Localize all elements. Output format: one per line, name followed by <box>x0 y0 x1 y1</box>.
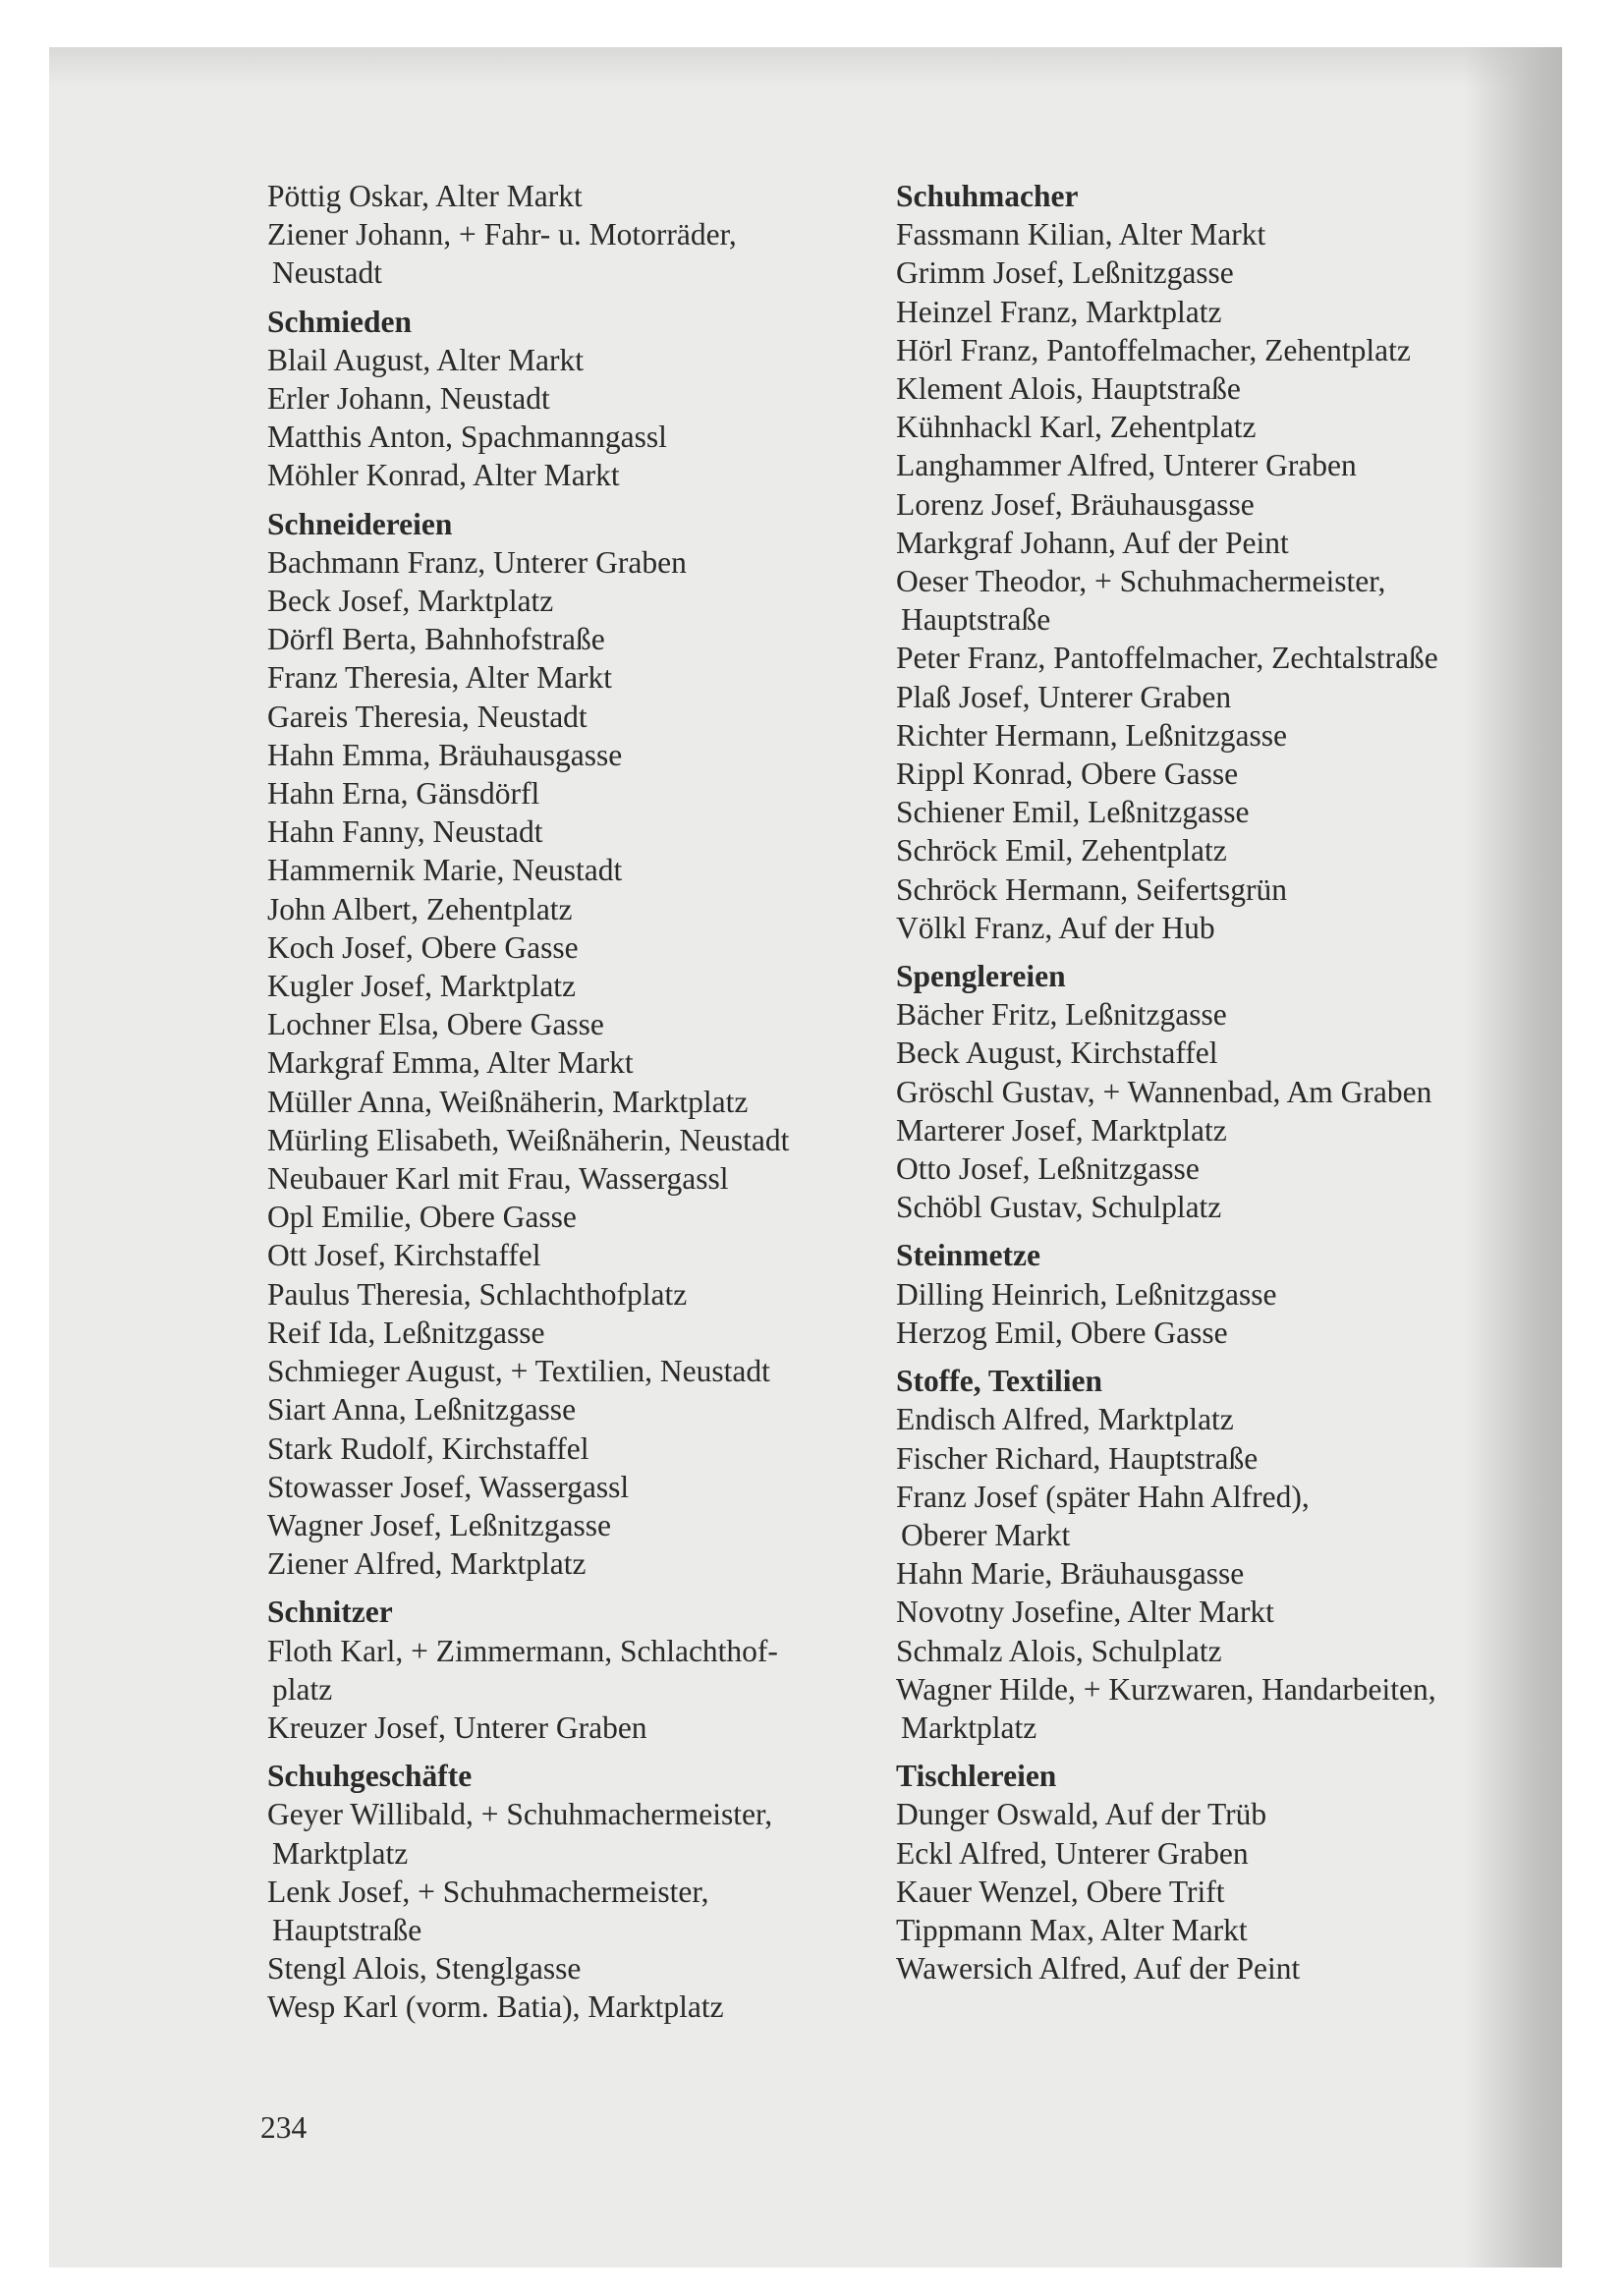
directory-entry: Klement Alois, Hauptstraße <box>896 371 1241 407</box>
directory-entry: Bachmann Franz, Unterer Graben <box>267 544 687 580</box>
entry-list <box>267 177 896 293</box>
directory-entry: Franz Josef (später Hahn Alfred), Oberer Markt <box>896 1479 1310 1552</box>
page-top-shadow <box>49 47 1562 86</box>
directory-entry: Beck Josef, Marktplatz <box>267 584 554 619</box>
directory-entry: Rippl Konrad, Obere Gasse <box>896 756 1239 792</box>
directory-entry: Wawersich Alfred, Auf der Peint <box>896 1951 1301 1987</box>
directory-entry: Lochner Elsa, Obere Gasse <box>267 1007 604 1042</box>
directory-entry: Siart Anna, Leßnitzgasse <box>267 1392 577 1428</box>
directory-entry: Gröschl Gustav, + Wannenbad, Am Graben <box>896 1074 1432 1109</box>
directory-entry: Pöttig Oskar, Alter Markt <box>267 179 583 213</box>
section-heading: Stoffe, Textilien <box>896 1364 1102 1399</box>
directory-section <box>896 177 1525 947</box>
directory-entry: Lenk Josef, + Schuhmachermeister, Hauptstraße <box>267 1874 709 1947</box>
section-heading: Spenglereien <box>896 959 1066 994</box>
directory-entry: Bächer Fritz, Leßnitzgasse <box>896 997 1227 1033</box>
directory-entry: Marterer Josef, Marktplatz <box>896 1112 1227 1148</box>
directory-entry: Franz Theresia, Alter Markt <box>267 660 613 696</box>
directory-entry: Hahn Emma, Bräuhausgasse <box>267 737 623 772</box>
directory-entry: Fischer Richard, Hauptstraße <box>896 1440 1259 1476</box>
directory-entry: Mürling Elisabeth, Weißnäherin, Neustadt <box>267 1122 790 1157</box>
directory-entry: Wagner Hilde, + Kurzwaren, Handarbeiten, Marktplatz <box>896 1671 1436 1745</box>
directory-entry: Kauer Wenzel, Obere Trift <box>896 1874 1225 1909</box>
directory-entry: Schmieger August, + Textilien, Neustadt <box>267 1354 770 1389</box>
directory-section <box>896 1362 1525 1747</box>
directory-entry: Markgraf Emma, Alter Markt <box>267 1045 634 1081</box>
directory-entry: Dilling Heinrich, Leßnitzgasse <box>896 1276 1277 1312</box>
directory-entry: Stengl Alois, Stenglgasse <box>267 1951 582 1987</box>
left-column <box>267 177 896 2037</box>
directory-entry: Matthis Anton, Spachmanngassl <box>267 420 667 455</box>
entry-list <box>896 215 1525 947</box>
directory-entry: Kreuzer Josef, Unterer Graben <box>267 1709 647 1745</box>
directory-entry: Schiener Emil, Leßnitzgasse <box>896 795 1250 830</box>
directory-section <box>896 1757 1525 1988</box>
directory-entry: Völkl Franz, Auf der Hub <box>896 910 1215 945</box>
directory-entry: Hahn Fanny, Neustadt <box>267 814 543 850</box>
directory-entry: Fassmann Kilian, Alter Markt <box>896 217 1266 252</box>
directory-entry: Dörfl Berta, Bahnhofstraße <box>267 622 605 657</box>
directory-entry: Novotny Josefine, Alter Markt <box>896 1595 1274 1630</box>
page-number: 234 <box>260 2110 308 2145</box>
directory-entry: Floth Karl, + Zimmermann, Schlachthof- platz <box>267 1633 778 1707</box>
entry-list <box>896 995 1525 1226</box>
directory-entry: John Albert, Zehentplatz <box>267 891 573 926</box>
directory-entry: Herzog Emil, Obere Gasse <box>896 1315 1228 1350</box>
directory-entry: Schöbl Gustav, Schulplatz <box>896 1190 1222 1225</box>
directory-entry: Grimm Josef, Leßnitzgasse <box>896 255 1234 291</box>
section-heading: Schnitzer <box>267 1595 393 1630</box>
directory-section <box>267 177 896 293</box>
section-heading: Tischlereien <box>896 1759 1057 1794</box>
entry-list <box>267 543 896 1583</box>
directory-entry: Kugler Josef, Marktplatz <box>267 969 577 1004</box>
section-heading: Schneidereien <box>267 506 453 541</box>
section-heading: Schuhmacher <box>896 179 1079 213</box>
directory-section <box>267 1757 896 2026</box>
directory-entry: Otto Josef, Leßnitzgasse <box>896 1151 1200 1187</box>
directory-entry: Reif Ida, Leßnitzgasse <box>267 1315 545 1350</box>
directory-section <box>267 505 896 1584</box>
directory-entry: Richter Hermann, Leßnitzgasse <box>896 717 1287 753</box>
directory-entry: Stark Rudolf, Kirchstaffel <box>267 1430 589 1466</box>
directory-entry: Heinzel Franz, Marktplatz <box>896 294 1222 329</box>
right-column <box>896 177 1525 1997</box>
directory-entry: Wagner Josef, Leßnitzgasse <box>267 1507 611 1542</box>
entry-list <box>896 1400 1525 1747</box>
directory-entry: Schmalz Alois, Schulplatz <box>896 1633 1222 1668</box>
directory-entry: Paulus Theresia, Schlachthofplatz <box>267 1276 688 1312</box>
directory-entry: Oeser Theodor, + Schuhmachermeister, Hauptstraße <box>896 564 1386 638</box>
directory-entry: Opl Emilie, Obere Gasse <box>267 1200 577 1235</box>
section-heading: Steinmetze <box>896 1238 1040 1273</box>
directory-entry: Möhler Konrad, Alter Markt <box>267 458 620 493</box>
directory-entry: Markgraf Johann, Auf der Peint <box>896 525 1289 560</box>
directory-entry: Lorenz Josef, Bräuhausgasse <box>896 486 1255 522</box>
section-heading: Schmieden <box>267 304 413 339</box>
directory-section <box>267 1593 896 1747</box>
directory-entry: Ziener Alfred, Marktplatz <box>267 1546 587 1582</box>
entry-list <box>267 1795 896 2026</box>
directory-entry: Peter Franz, Pantoffelmacher, Zechtalstraße <box>896 641 1438 676</box>
directory-section <box>896 1236 1525 1352</box>
directory-entry: Müller Anna, Weißnäherin, Marktplatz <box>267 1084 749 1119</box>
directory-entry: Hahn Marie, Bräuhausgasse <box>896 1556 1245 1592</box>
directory-entry: Tippmann Max, Alter Markt <box>896 1912 1248 1947</box>
directory-entry: Hammernik Marie, Neustadt <box>267 853 623 888</box>
directory-entry: Gareis Theresia, Neustadt <box>267 699 588 734</box>
directory-entry: Stowasser Josef, Wassergassl <box>267 1469 630 1504</box>
directory-entry: Ziener Johann, + Fahr- u. Motorräder, Neustadt <box>267 217 737 291</box>
directory-entry: Eckl Alfred, Unterer Graben <box>896 1835 1249 1871</box>
directory-entry: Geyer Willibald, + Schuhmachermeister, Marktplatz <box>267 1797 773 1871</box>
directory-entry: Schröck Emil, Zehentplatz <box>896 833 1227 868</box>
directory-entry: Koch Josef, Obere Gasse <box>267 929 579 965</box>
entry-list <box>896 1795 1525 1988</box>
entry-list <box>267 1632 896 1748</box>
directory-entry: Kühnhackl Karl, Zehentplatz <box>896 410 1257 445</box>
directory-entry: Dunger Oswald, Auf der Trüb <box>896 1797 1267 1832</box>
directory-entry: Neubauer Karl mit Frau, Wassergassl <box>267 1161 729 1197</box>
directory-entry: Hahn Erna, Gänsdörfl <box>267 776 540 812</box>
section-heading: Schuhgeschäfte <box>267 1759 473 1794</box>
directory-entry: Erler Johann, Neustadt <box>267 381 550 417</box>
directory-entry: Schröck Hermann, Seifertsgrün <box>896 871 1288 907</box>
directory-section <box>896 957 1525 1226</box>
directory-entry: Wesp Karl (vorm. Batia), Marktplatz <box>267 1989 724 2025</box>
directory-entry: Plaß Josef, Unterer Graben <box>896 679 1232 714</box>
entry-list <box>896 1275 1525 1352</box>
entry-list <box>267 341 896 495</box>
directory-entry: Hörl Franz, Pantoffelmacher, Zehentplatz <box>896 332 1411 367</box>
directory-entry: Endisch Alfred, Marktplatz <box>896 1402 1234 1437</box>
directory-section <box>267 303 896 495</box>
directory-entry: Blail August, Alter Markt <box>267 342 584 377</box>
directory-entry: Beck August, Kirchstaffel <box>896 1036 1218 1071</box>
directory-entry: Ott Josef, Kirchstaffel <box>267 1238 541 1273</box>
directory-entry: Langhammer Alfred, Unterer Graben <box>896 448 1357 483</box>
